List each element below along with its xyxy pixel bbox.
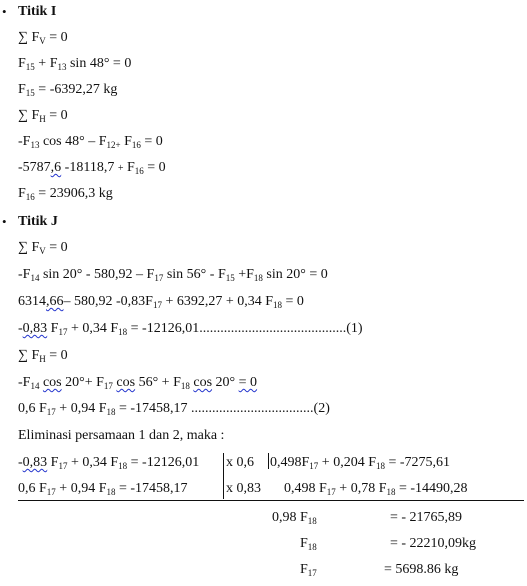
eq-i-f15-result: $F_{15} = -6392,27$ kg: [18, 82, 118, 98]
elim-row2-right: 0,498 $F_{17} + 0,78$ $F_{18} = -14490,28$: [284, 481, 468, 497]
subtraction-line: [18, 500, 524, 501]
elim-row1-multiplier: x 0,6: [226, 455, 254, 470]
eq-i-f13-f12-f16: $-F_{13}$ $\cos 48^\circ - F_{12+}$ $F_{16} = 0$: [18, 134, 163, 150]
elim-row2-multiplier: x 0,83: [226, 481, 261, 496]
eq-j-equation-2: 0,6 $F_{17} + 0,94$ $F_{18} = -17458,17$ ...................................(2): [18, 401, 330, 417]
eq-j-sum-fv: ∑ $F_V = 0$: [18, 240, 68, 256]
result-f17-label: $F_{17}$: [300, 562, 317, 578]
result-098-f18-value: = - 21765,89: [390, 510, 463, 525]
eq-j-equation-1: -0,83 $F_{17} + 0,34$ $F_{18} = -12126,01..........................................(1)$: [18, 321, 363, 337]
result-098-f18-label: 0,98 $F_{18}$: [272, 510, 317, 526]
eq-i-f15-f13: $F_{15} + F_{13}$ sin 48° = 0: [18, 56, 132, 72]
elim-row1-right: $0,498F_{17} + 0,204$ $F_{18} = -7275,61$: [270, 455, 451, 471]
eq-j-horizontal-forces: $-F_{14}$ $\cos 20^\circ+ F_{17}$ $\cos 56^\circ + F_{18}$ cos 20° = 0: [18, 375, 258, 391]
eq-i-f16-result: $F_{16} = 23906,3$ kg: [18, 186, 113, 202]
elim-row1-left: -0,83 $F_{17} + 0,34$ $F_{18} = -12126,01$: [18, 455, 200, 471]
result-f18-value: = - 22210,09kg: [390, 536, 477, 551]
result-f17-value: = 5698.86 kg: [384, 562, 459, 577]
eq-j-sum-fh: ∑ $F_H = 0$: [18, 348, 68, 364]
result-f18-label: $F_{18}$: [300, 536, 317, 552]
eq-i-numeric: -5787,6 $-18118,7 + F_{16} = 0$: [18, 160, 166, 176]
multiplier-divider-left: [223, 453, 224, 499]
heading-titik-i: Titik I: [18, 4, 57, 19]
elimination-intro: Eliminasi persamaan 1 dan 2, maka :: [18, 428, 225, 443]
heading-titik-j: Titik J: [18, 214, 58, 229]
elim-row2-left: 0,6 $F_{17} + 0,94$ $F_{18} = -17458,17$: [18, 481, 188, 497]
multiplier-divider-right: [268, 453, 269, 469]
eq-j-numeric: 6314,66– 580,92 $-0,83F_{17} + 6392,27 + 0,34$ $F_{18} = 0$: [18, 294, 304, 310]
bullet-titik-j: •: [2, 214, 7, 229]
eq-j-vertical-forces: $-F_{14}$ $\sin 20^\circ - 580,92 - F_{17}$ $\sin 56^\circ - F_{15} +F_{18}$ sin 20° = 0: [18, 267, 328, 283]
bullet-titik-i: •: [2, 4, 7, 19]
eq-i-sum-fv: ∑ $F_V = 0$: [18, 30, 68, 46]
eq-i-sum-fh: ∑ $F_H = 0$: [18, 108, 68, 124]
